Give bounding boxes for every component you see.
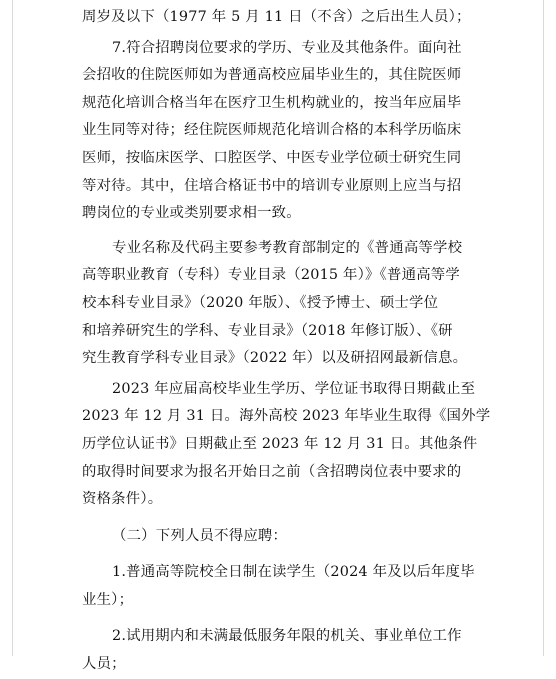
text-line: 业生）； bbox=[82, 591, 134, 608]
paragraph-major-catalog-reference bbox=[82, 235, 474, 373]
text-line: 医师，按临床医学、口腔医学、中医专业学位硕士研究生同 bbox=[82, 149, 462, 166]
page-margin-line-left bbox=[12, 0, 13, 656]
text-line: 1.普通高等院校全日制在读学生（2024 年及以后年度毕 bbox=[112, 564, 475, 581]
text-line: 规范化培训合格当年在医疗卫生机构就业的，按当年应届毕 bbox=[82, 94, 462, 111]
section-heading: （二）下列人员不得应聘： bbox=[112, 527, 288, 544]
text-line: 校本科专业目录》（2020 年版）、《授予博士、硕士学位 bbox=[82, 294, 439, 311]
text-line: 业生同等对待；经住院医师规范化培训合格的本科学历临床 bbox=[82, 122, 462, 139]
text-line: 周岁及以下（1977 年 5 月 11 日（不含）之后出生人员）； bbox=[82, 9, 471, 25]
section-heading-ineligible bbox=[82, 523, 474, 551]
text-line: 聘岗位的专业或类别要求相一致。 bbox=[82, 205, 301, 222]
text-line: 资格条件）。 bbox=[82, 491, 163, 508]
list-item-probation-staff bbox=[82, 623, 474, 678]
paragraph-age-requirement bbox=[82, 4, 474, 32]
text-line: 和培养研究生的学科、专业目录》（2018 年修订版）、《研 bbox=[82, 322, 453, 339]
paragraph-qualification-requirements bbox=[82, 35, 474, 228]
text-line: 2.试用期内和未满最低服务年限的机关、事业单位工作 bbox=[112, 628, 462, 645]
text-line: 会招收的住院医师如为普通高校应届毕业生的，其住院医师 bbox=[82, 67, 462, 84]
text-line: 2023 年 12 月 31 日。海外高校 2023 年毕业生取得《国外学 bbox=[82, 408, 491, 425]
text-line: 专业名称及代码主要参考教育部制定的《普通高等学校 bbox=[112, 239, 463, 256]
text-line: 7.符合招聘岗位要求的学历、专业及其他条件。面向社 bbox=[112, 39, 462, 56]
document-body bbox=[82, 4, 491, 679]
text-line: 究生教育学科专业目录》（2022 年）以及研招网最新信息。 bbox=[82, 350, 468, 367]
text-line: 历学位认证书》日期截止至 2023 年 12 月 31 日。其他条件 bbox=[82, 435, 478, 452]
text-line: 2023 年应届高校毕业生学历、学位证书取得日期截止至 bbox=[112, 380, 476, 397]
text-line: 等对待。其中，住培合格证书中的培训专业原则上应当与招 bbox=[82, 177, 462, 194]
text-line: 高等职业教育（专科）专业目录（2015 年）》《普通高等学 bbox=[82, 267, 460, 284]
list-item-full-time-students bbox=[82, 559, 474, 614]
text-line: 人员； bbox=[82, 656, 126, 673]
page-margin-line-right bbox=[543, 0, 544, 656]
paragraph-certificate-deadlines bbox=[82, 376, 491, 514]
text-line: 的取得时间要求为报名开始日之前（含招聘岗位表中要求的 bbox=[82, 463, 462, 480]
